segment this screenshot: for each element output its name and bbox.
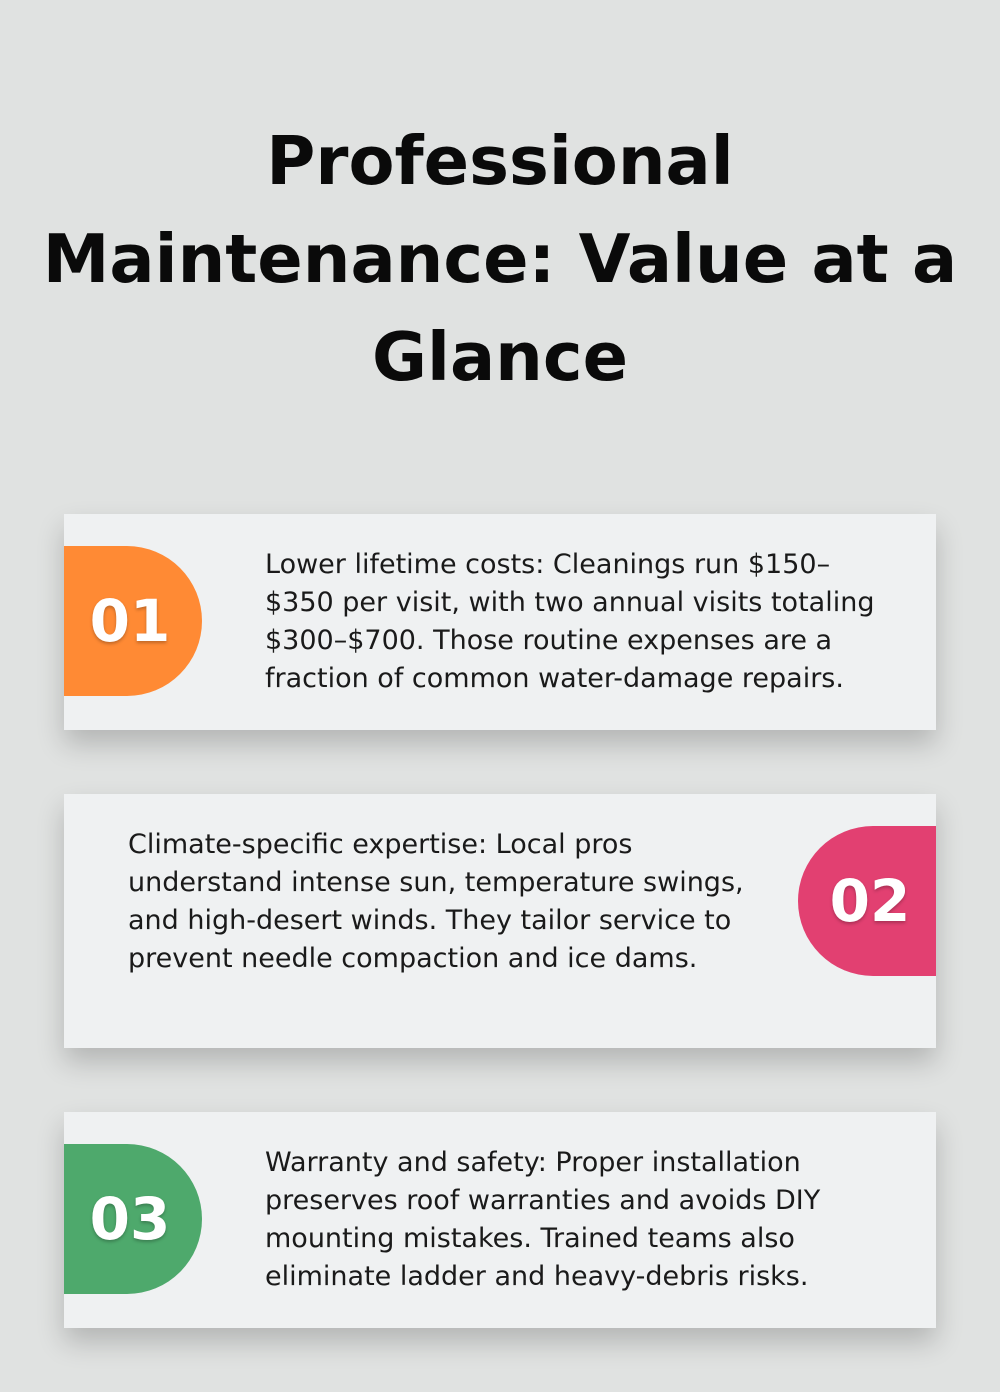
benefit-card-1 [64,514,936,730]
step-number-badge-1: 01 [64,546,202,696]
step-number-badge-3: 03 [64,1144,202,1294]
page-title: Professional Maintenance: Value at a Glance [42,122,958,396]
benefit-text-1: Lower lifetime costs: Cleanings run $150–$350 per visit, with two annual visits totaling $300–$700. Those routine expenses are a fraction of common water-damage repairs. [265,549,875,694]
step-number-badge-2: 02 [798,826,936,976]
benefit-text-3: Warranty and safety: Proper installation preserves roof warranties and avoids DIY mounting mistakes. Trained teams also eliminate ladder and heavy-debris risks. [265,1147,821,1292]
benefit-card-2 [64,794,936,1048]
benefit-card-3 [64,1112,936,1328]
benefit-text-2: Climate-specific expertise: Local pros understand intense sun, temperature swings, and high-desert winds. They tailor service to prevent needle compaction and ice dams. [128,829,744,974]
